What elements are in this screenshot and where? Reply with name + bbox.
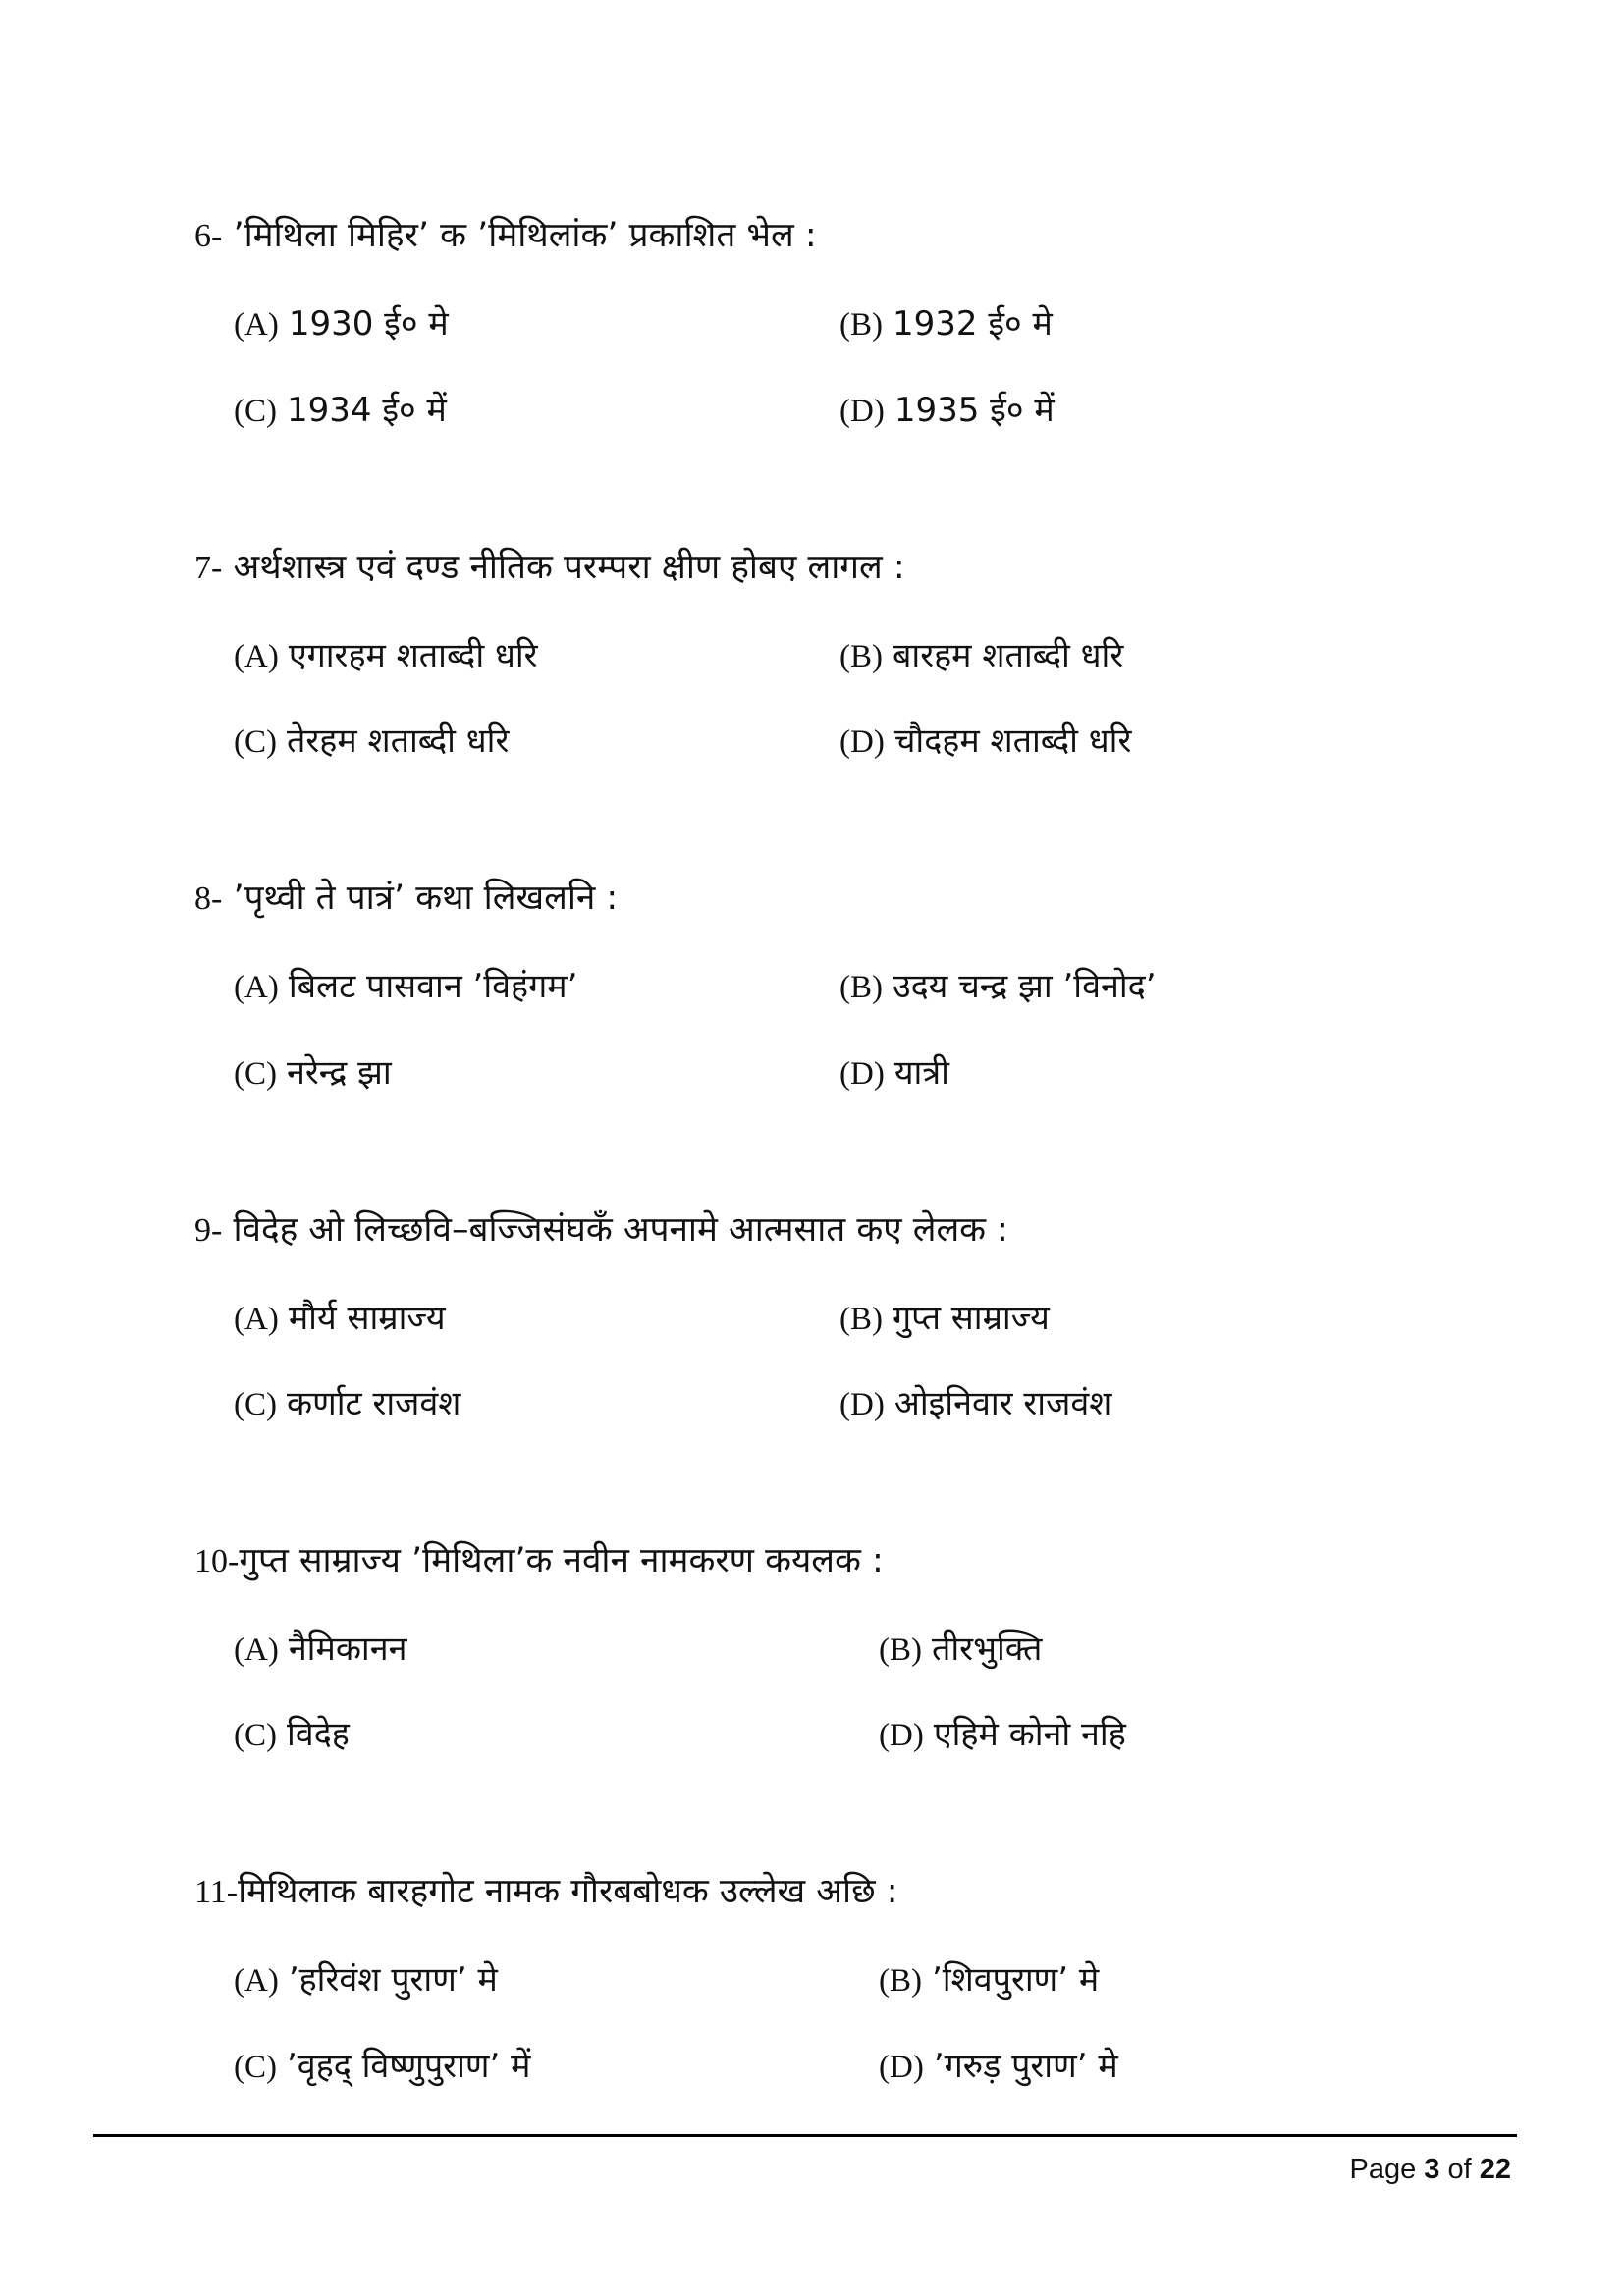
page-number: 3 [1424,2154,1440,2185]
question-number: 9- [194,1212,223,1249]
option-text: नरेन्द्र झा [287,1053,392,1093]
question-stem: ’पृथ्वी ते पात्रं’ कथा लिखलनि : [233,879,619,918]
option-text: 1932 ई० मे [893,304,1053,344]
option-letter: (C) [234,1718,277,1753]
question-stem: विदेह ओ लिच्छवि–बज्जिसंघकँ अपनामे आत्मसात कए लेलक : [233,1210,1008,1250]
question-9 [194,1205,1471,1255]
option-letter: (B) [839,1302,883,1337]
option-a [234,1955,498,2005]
question-stem: मिथिलाक बारहगोट नामक गौरबबोधक उल्लेख अछि : [238,1872,898,1911]
question-text [194,1205,1471,1255]
question-8 [194,874,1471,924]
question-text [194,874,1471,924]
option-letter: (C) [234,394,277,429]
question-number: 11- [194,1874,239,1910]
question-6 [194,211,1471,261]
option-text: कर्णाट राजवंश [287,1384,461,1423]
option-letter: (D) [879,2050,924,2085]
option-a [234,631,538,681]
option-letter: (C) [234,724,277,760]
question-11 [194,1867,1471,1917]
option-b [879,1625,1042,1675]
option-letter: (D) [839,1387,885,1422]
option-text: गुप्त साम्राज्य [893,1299,1050,1338]
option-b [879,1955,1099,2005]
option-d [879,2042,1118,2092]
option-letter: (B) [879,1632,922,1668]
option-a [234,962,577,1012]
option-b [839,631,1123,681]
option-a [234,1625,406,1675]
option-text: नैमिकानन [288,1629,407,1669]
option-text: एहिमे कोनो नहि [933,1715,1126,1754]
option-text: ’गरुड़ पुराण’ मे [933,2047,1118,2086]
option-d [839,717,1131,767]
option-text: बिलट पासवान ’विहंगम’ [288,967,578,1006]
option-text: एगारहम शताब्दी धरि [288,636,538,675]
option-c [234,1048,392,1098]
option-letter: (D) [839,724,885,760]
option-a [234,299,449,349]
option-text: बारहम शताब्दी धरि [893,636,1124,675]
option-text: विदेह [287,1715,350,1754]
option-text: ’हरिवंश पुराण’ मे [288,1960,498,2000]
option-c [234,386,447,436]
page-prefix: Page [1349,2154,1417,2185]
question-7 [194,543,1471,593]
option-letter: (D) [879,1718,924,1753]
question-text [194,1536,1471,1586]
option-c [234,1710,350,1760]
question-number: 7- [194,550,223,586]
option-a [234,1294,446,1344]
option-text: तेरहम शताब्दी धरि [287,721,510,761]
option-d [839,1048,949,1098]
option-letter: (A) [234,307,279,343]
option-letter: (A) [234,1963,279,1999]
option-text: यात्री [893,1053,949,1093]
option-text: ’वृहद् विष्णुपुराण’ में [287,2047,531,2086]
option-b [839,1294,1050,1344]
option-text: ’शिवपुराण’ मे [932,1960,1100,2000]
question-text [194,1867,1471,1917]
option-text: उदय चन्द्र झा ’विनोद’ [893,967,1157,1006]
question-stem: ’मिथिला मिहिर’ क ’मिथिलांक’ प्रकाशित भेल : [233,216,817,255]
footer-divider [93,2134,1517,2137]
option-b [839,962,1157,1012]
question-number: 6- [194,218,223,254]
option-text: मौर्य साम्राज्य [288,1299,446,1338]
option-letter: (A) [234,1302,279,1337]
option-text: तीरभुक्ति [932,1629,1043,1669]
option-letter: (B) [839,307,883,343]
option-d [879,1710,1126,1760]
page-of: of [1447,2154,1472,2185]
option-letter: (B) [839,970,883,1005]
option-c [234,1379,460,1429]
question-stem: अर्थशास्त्र एवं दण्ड नीतिक परम्परा क्षीण होबए लागल : [233,548,905,587]
option-d [839,386,1055,436]
option-c [234,2042,530,2092]
option-d [839,1379,1111,1429]
option-letter: (D) [839,394,885,429]
option-b [839,299,1053,349]
option-text: 1930 ई० मे [288,304,449,344]
option-letter: (A) [234,639,279,674]
option-text: 1935 ई० में [893,391,1055,430]
question-number: 8- [194,881,223,917]
option-letter: (C) [234,1056,277,1092]
option-letter: (C) [234,2050,277,2085]
page-total: 22 [1479,2154,1511,2185]
option-text: चौदहम शताब्दी धरि [893,721,1132,761]
option-letter: (A) [234,970,279,1005]
question-10 [194,1536,1471,1586]
option-text: ओइनिवार राजवंश [893,1384,1112,1423]
option-letter: (B) [839,639,883,674]
question-number: 10- [194,1543,240,1579]
option-letter: (B) [879,1963,922,1999]
option-letter: (C) [234,1387,277,1422]
question-stem: गुप्त साम्राज्य ’मिथिला’क नवीन नामकरण कयलक : [239,1541,884,1580]
option-letter: (A) [234,1632,279,1668]
option-c [234,717,509,767]
question-text [194,211,1471,261]
option-letter: (D) [839,1056,885,1092]
page-indicator [1349,2150,1511,2189]
option-text: 1934 ई० में [287,391,447,430]
question-text [194,543,1471,593]
